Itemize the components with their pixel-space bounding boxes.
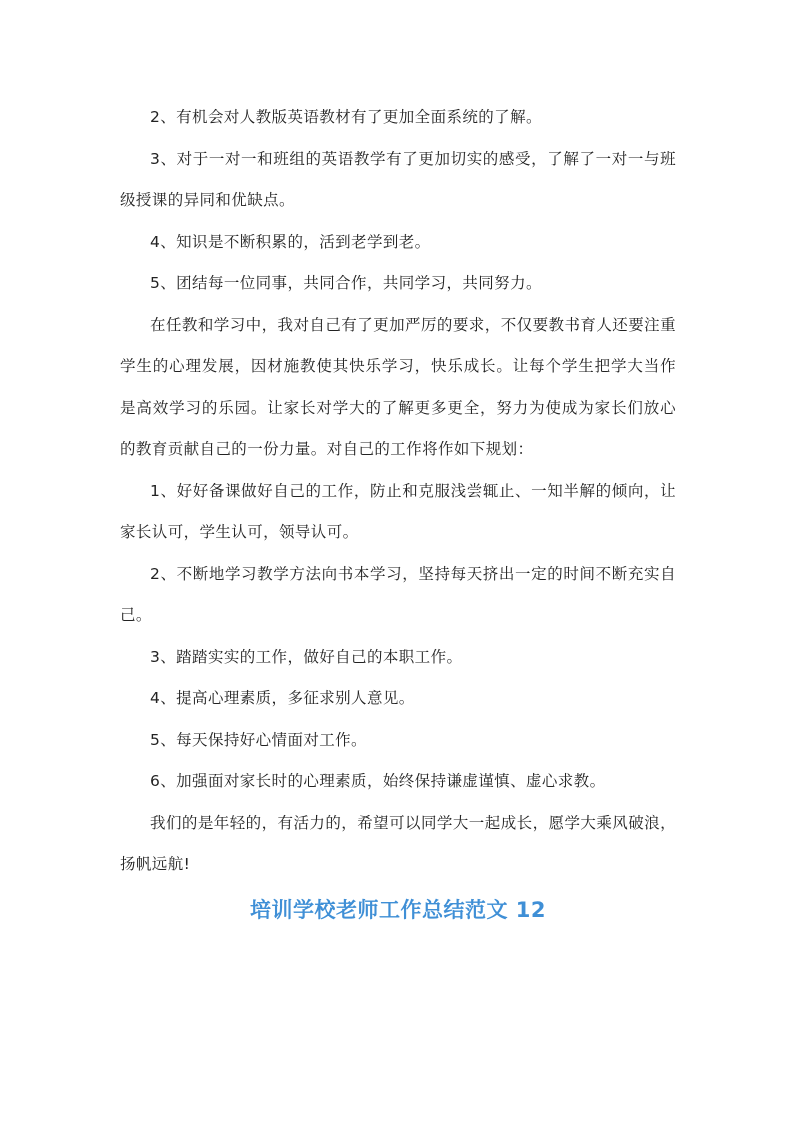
paragraph: 2、不断地学习教学方法向书本学习，坚持每天挤出一定的时间不断充实自己。 [120, 564, 676, 624]
document-page [120, 97, 676, 932]
paragraph: 我们的是年轻的，有活力的，希望可以同学大一起成长，愿学大乘风破浪，扬帆远航! [120, 813, 676, 873]
paragraph: 2、有机会对人教版英语教材有了更加全面系统的了解。 [150, 108, 542, 126]
section-heading: 培训学校老师工作总结范文 12 [249, 897, 547, 922]
paragraph: 1、好好备课做好自己的工作，防止和克服浅尝辄止、一知半解的倾向，让家长认可，学生认可，领导认可。 [120, 481, 676, 541]
paragraph: 5、每天保持好心情面对工作。 [150, 730, 367, 749]
paragraph: 3、踏踏实实的工作，做好自己的本职工作。 [150, 647, 463, 666]
paragraph: 4、提高心理素质，多征求别人意见。 [150, 689, 415, 707]
paragraph: 在任教和学习中，我对自己有了更加严厉的要求，不仅要教书育人还要注重学生的心理发展，因材施教使其快乐学习，快乐成长。让每个学生把学大当作是高效学习的乐园。让家长对学大的了解更多更全，努力为使成为家长们放心的教育贡献自己的一份力量。对自己的工作将作如下规划： [120, 315, 676, 458]
paragraph: 4、知识是不断积累的，活到老学到老。 [150, 232, 431, 251]
paragraph: 6、加强面对家长时的心理素质，始终保持谦虚谨慎、虚心求教。 [150, 772, 606, 790]
paragraph: 3、对于一对一和班组的英语教学有了更加切实的感受，了解了一对一与班级授课的异同和优缺点。 [120, 149, 676, 209]
paragraph: 5、团结每一位同事，共同合作，共同学习，共同努力。 [150, 274, 542, 292]
